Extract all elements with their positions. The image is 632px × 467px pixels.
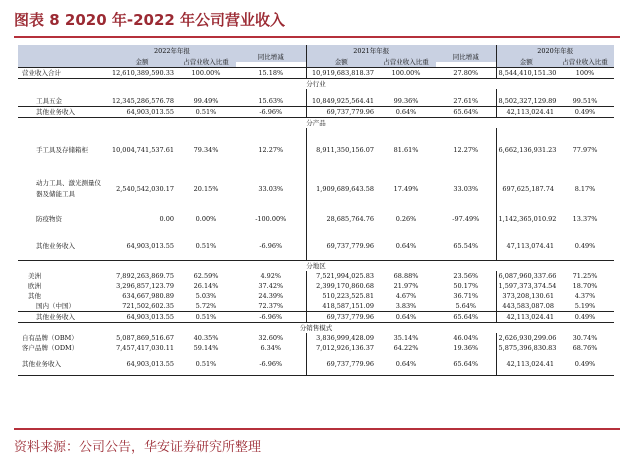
year-2022-header: 2022年年报 <box>108 45 236 56</box>
cell: 36.71% <box>436 291 496 301</box>
section-title: 分地区 <box>18 261 614 272</box>
cell: 0.51% <box>176 312 236 323</box>
table-row <box>18 232 614 261</box>
cell: 12,345,286,576.78 <box>108 89 176 107</box>
section-header-row <box>18 79 614 90</box>
cell: 71.25% <box>572 272 598 280</box>
header-row-columns <box>18 56 614 68</box>
cell: -97.49% <box>436 206 496 232</box>
row-label: 营业收入合计 <box>18 68 108 79</box>
cell: 69,737,779.96 <box>306 232 376 261</box>
cell: 3.83% <box>376 301 436 312</box>
cell: 59.14% <box>193 344 219 352</box>
cell: 21.97% <box>393 282 419 290</box>
row-label: 其他业务收入 <box>18 107 108 118</box>
table-row <box>18 89 614 107</box>
cell: 65.64% <box>436 312 496 323</box>
cell: 1,142,365,010.92 <box>498 215 557 223</box>
cell: 5.64% <box>436 301 496 312</box>
cell: 33.03% <box>236 172 306 206</box>
cell: 10,919,683,818.37 <box>306 68 376 79</box>
cell: 65.64% <box>436 107 496 118</box>
row-label: 其他业务收入 <box>18 353 108 376</box>
cell: 8,502,327,129.89 <box>496 89 556 107</box>
cell: 0.51% <box>176 232 236 261</box>
row-label: 工具五金 <box>18 89 108 107</box>
table-row <box>18 353 614 376</box>
cell: 69,737,779.96 <box>306 312 376 323</box>
row-label: 动力工具、激光测量仪器及储能工具 <box>36 179 101 198</box>
cell: 510,223,525.81 <box>322 292 375 300</box>
section-header-row <box>18 118 614 129</box>
total-row <box>18 68 614 79</box>
cell: 77.97% <box>572 146 598 154</box>
share-header: 占营业收入比重 <box>176 56 236 68</box>
cell: 2,540,542,030.17 <box>116 185 174 193</box>
cell: 10,849,925,564.41 <box>306 89 376 107</box>
table-row <box>18 281 614 291</box>
share-header: 占营业收入比重 <box>376 56 436 68</box>
cell: 4.92% <box>236 271 306 281</box>
header-row-years <box>18 45 614 56</box>
cell: 5.19% <box>556 301 614 312</box>
cell: 373,208,130.61 <box>502 292 555 300</box>
cell: 3,296,857,123.79 <box>116 282 174 290</box>
table-row <box>18 271 614 281</box>
cell: 7,012,926,136.37 <box>316 344 375 352</box>
cell: 64.22% <box>393 344 419 352</box>
cell: 33.03% <box>436 172 496 206</box>
table-row <box>18 107 614 118</box>
year-2020-header: 2020年年报 <box>496 45 614 56</box>
cell: 6.34% <box>236 343 306 353</box>
cell: 443,583,087.08 <box>496 301 556 312</box>
cell: 12.27% <box>236 128 306 172</box>
section-header-row <box>18 261 614 272</box>
cell: 0.64% <box>376 107 436 118</box>
cell: 62.59% <box>193 272 219 280</box>
cell: 1,909,689,643.58 <box>316 185 375 193</box>
cell: 46.04% <box>436 333 496 343</box>
row-label: 欧洲 <box>28 282 41 290</box>
cell: 64,903,013.55 <box>108 232 176 261</box>
cell: 7,892,263,869.75 <box>116 272 174 280</box>
cell: 20.15% <box>193 185 219 193</box>
cell: -6.96% <box>236 312 306 323</box>
share-header: 占营业收入比重 <box>556 56 614 68</box>
source-note: 资料来源：公司公告，华安证券研究所整理 <box>14 440 262 455</box>
cell: 79.34% <box>193 146 219 154</box>
cell: 68.88% <box>393 272 419 280</box>
cell: 99.51% <box>556 89 614 107</box>
table-row <box>18 172 614 206</box>
cell: 99.49% <box>176 89 236 107</box>
cell: 27.80% <box>436 68 496 79</box>
cell: 13.37% <box>572 215 598 223</box>
cell: 2,626,930,299.06 <box>498 334 557 342</box>
cell: 19.36% <box>436 343 496 353</box>
cell: 0.64% <box>376 353 436 376</box>
cell: 0.49% <box>556 312 614 323</box>
cell: 35.14% <box>393 334 419 342</box>
cell: 418,587,151.09 <box>306 301 376 312</box>
table-row <box>18 291 614 301</box>
cell: 40.35% <box>193 334 219 342</box>
cell: 12,610,389,590.33 <box>108 68 176 79</box>
cell: 17.49% <box>393 185 419 193</box>
cell: 0.64% <box>376 312 436 323</box>
cell: 0.49% <box>556 232 614 261</box>
amount-header: 金额 <box>306 56 376 68</box>
cell: 8,911,350,156.07 <box>316 146 375 154</box>
cell: 4.67% <box>395 292 417 300</box>
cell: 69,737,779.96 <box>306 107 376 118</box>
cell: 634,667,980.89 <box>122 292 174 300</box>
cell: 0.00 <box>159 215 174 223</box>
cell: 8,544,410,151.30 <box>496 68 556 79</box>
cell: 24.39% <box>236 291 306 301</box>
cell: -100.00% <box>236 206 306 232</box>
cell: 2,399,170,860.68 <box>316 282 375 290</box>
row-label: 手工具及存储箱柜 <box>36 145 88 154</box>
table-row <box>18 128 614 172</box>
cell: -6.96% <box>236 232 306 261</box>
amount-header: 金额 <box>108 56 176 68</box>
section-title: 分行业 <box>18 79 614 90</box>
cell: 15.63% <box>236 89 306 107</box>
cell: -6.96% <box>236 107 306 118</box>
section-header-row <box>18 323 614 334</box>
cell: 12.27% <box>436 128 496 172</box>
cell: 64,903,013.55 <box>108 353 176 376</box>
cell: 28,685,764.76 <box>326 215 375 223</box>
revenue-table <box>18 45 614 376</box>
cell: 42,113,024.41 <box>496 353 556 376</box>
row-label: 客户品牌（ODM） <box>22 344 79 352</box>
row-label: 防疫物资 <box>36 214 62 223</box>
cell: 6,662,136,931.23 <box>498 146 557 154</box>
table-row <box>18 206 614 232</box>
row-label: 美洲 <box>28 272 41 280</box>
table-row <box>18 333 614 343</box>
table-row <box>18 301 614 312</box>
cell: 5.03% <box>195 292 217 300</box>
section-title: 分产品 <box>18 118 614 129</box>
table-row <box>18 343 614 353</box>
section-title: 分销售模式 <box>18 323 614 334</box>
cell: 0.00% <box>195 215 217 223</box>
cell: 0.51% <box>176 353 236 376</box>
top-rule <box>14 36 620 38</box>
cell: -6.96% <box>236 353 306 376</box>
cell: 42,113,024.41 <box>496 312 556 323</box>
cell: 42,113,024.41 <box>496 107 556 118</box>
cell: 50.17% <box>436 281 496 291</box>
cell: 5,087,869,516.67 <box>116 334 174 342</box>
cell: 3,836,999,428.09 <box>316 334 375 342</box>
figure-title: 图表 8 2020 年-2022 年公司营业收入 <box>14 11 286 29</box>
cell: 0.64% <box>376 232 436 261</box>
cell: 27.61% <box>436 89 496 107</box>
cell: 721,502,602.35 <box>108 301 176 312</box>
cell: 18.70% <box>572 282 598 290</box>
yoy-header: 同比增减 <box>236 51 306 63</box>
cell: 0.49% <box>556 353 614 376</box>
cell: 10,004,741,537.61 <box>111 146 174 154</box>
bottom-rule <box>14 428 620 430</box>
yoy-header: 同比增减 <box>436 51 496 63</box>
cell: 0.49% <box>556 107 614 118</box>
cell: 0.51% <box>176 107 236 118</box>
cell: 68.76% <box>572 344 598 352</box>
cell: 65.64% <box>436 353 496 376</box>
cell: 37.42% <box>236 281 306 291</box>
cell: 32.60% <box>236 333 306 343</box>
cell: 6,087,960,337.66 <box>498 272 557 280</box>
cell: 4.37% <box>574 292 596 300</box>
cell: 100% <box>556 68 614 79</box>
row-label: 国内（中国） <box>18 301 108 312</box>
cell: 7,521,994,025.83 <box>316 272 375 280</box>
row-label: 自有品牌（OBM） <box>22 334 78 342</box>
cell: 100.00% <box>176 68 236 79</box>
cell: 65.54% <box>436 232 496 261</box>
cell: 100.00% <box>376 68 436 79</box>
cell: 64,903,013.55 <box>108 312 176 323</box>
cell: 15.18% <box>236 68 306 79</box>
cell: 8.17% <box>574 185 596 193</box>
cell: 99.36% <box>376 89 436 107</box>
cell: 64,903,013.55 <box>108 107 176 118</box>
cell: 23.56% <box>436 271 496 281</box>
year-2021-header: 2021年年报 <box>306 45 436 56</box>
cell: 5,875,396,830.83 <box>498 344 557 352</box>
cell: 697,625,187.74 <box>502 185 555 193</box>
cell: 7,457,417,030.11 <box>116 344 174 352</box>
row-label: 其他 <box>28 292 41 300</box>
cell: 72.37% <box>236 301 306 312</box>
cell: 0.26% <box>395 215 417 223</box>
cell: 26.14% <box>193 282 219 290</box>
cell: 69,737,779.96 <box>306 353 376 376</box>
row-label: 其他业务收入 <box>18 312 108 323</box>
cell: 30.74% <box>572 334 598 342</box>
cell: 47,113,074.41 <box>496 232 556 261</box>
cell: 81.61% <box>393 146 419 154</box>
row-label: 其他业务收入 <box>18 232 108 261</box>
amount-header: 金额 <box>496 56 556 68</box>
table-row <box>18 312 614 323</box>
cell: 5.72% <box>176 301 236 312</box>
cell: 1,597,373,374.54 <box>498 282 557 290</box>
